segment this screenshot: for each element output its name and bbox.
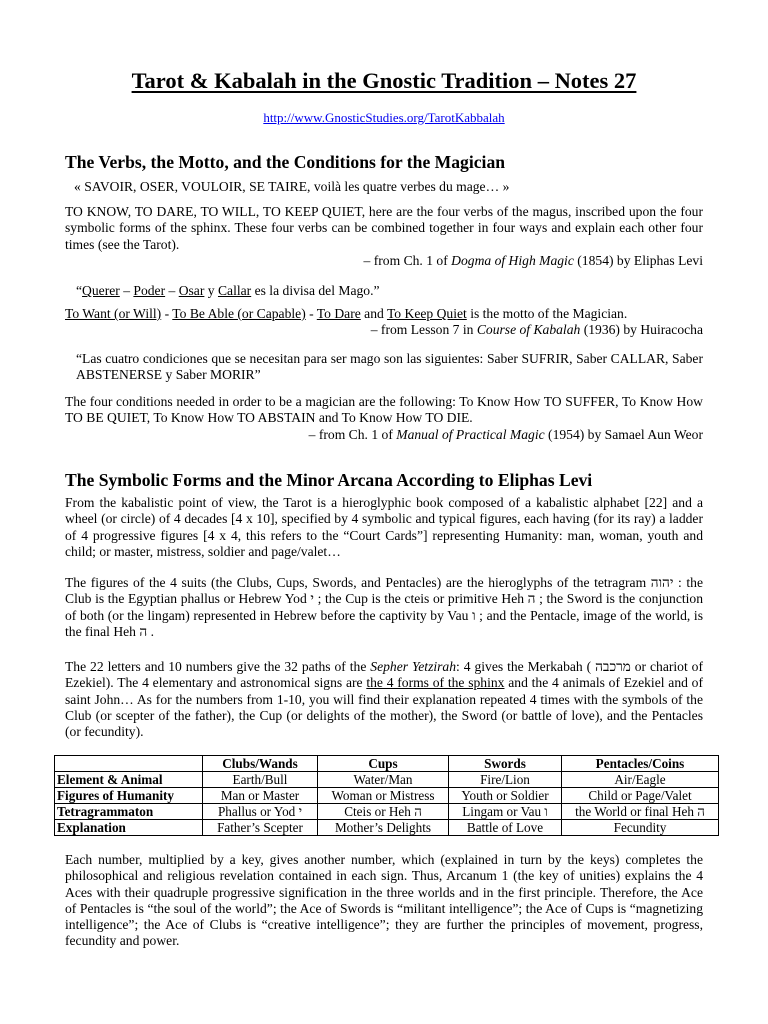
motto-word: To Want (or Will) bbox=[65, 306, 162, 321]
motto-word: To Dare bbox=[316, 306, 361, 321]
suits-text: The figures of the 4 suits (the Clubs, Cups, Swords, and Pentacles) are the hieroglyphs of the tetragram יהוה : the Club is the Egyptian phallus or Hebrew Yod י ; the Cup is the cteis or primitive Heh ה ; the Sword is the conjunction of both (or the lingam) represented in Hebrew before the captivity by Vau ו ; and the Pentacle, image of the world, is the final Heh ה . bbox=[65, 575, 704, 639]
row-header-cell: Tetragrammaton bbox=[55, 804, 203, 820]
table-row bbox=[55, 804, 719, 820]
table-cell: Youth or Soldier bbox=[449, 788, 562, 804]
motto-word: Poder bbox=[133, 283, 166, 298]
table-cell: Battle of Love bbox=[449, 820, 562, 836]
table-header-cell: Clubs/Wands bbox=[203, 756, 318, 772]
spanish-motto bbox=[76, 283, 703, 299]
suits-paragraph bbox=[65, 575, 703, 640]
paths-text bbox=[65, 659, 703, 740]
citation-book-title: Manual of Practical Magic bbox=[396, 427, 545, 442]
table-cell: Lingam or Vau ו bbox=[449, 804, 562, 820]
table-cell: Water/Man bbox=[318, 772, 449, 788]
row-header-cell: Figures of Humanity bbox=[55, 788, 203, 804]
english-motto bbox=[65, 306, 703, 322]
spanish-conditions: “Las cuatro condiciones que se necesitan para ser mago son las siguientes: Saber SUFRIR, Saber CALLAR, Saber ABSTENERSE y Saber MORIR” bbox=[76, 351, 703, 383]
book-title: Sepher Yetzirah bbox=[370, 659, 457, 674]
table-cell: Fecundity bbox=[562, 820, 719, 836]
sphinx-forms-link: the 4 forms of the sphinx bbox=[366, 675, 505, 691]
citation-suffix: (1954) by Samael Aun Weor bbox=[544, 427, 703, 442]
motto-separator: – bbox=[165, 283, 179, 298]
motto-word: To Keep Quiet bbox=[386, 306, 467, 321]
section-heading-symbolic-forms: The Symbolic Forms and the Minor Arcana According to Eliphas Levi bbox=[65, 470, 593, 490]
table-header-cell: Cups bbox=[318, 756, 449, 772]
motto-separator: - bbox=[305, 306, 317, 321]
row-header-cell: Explanation bbox=[55, 820, 203, 836]
table-cell: Child or Page/Valet bbox=[562, 788, 719, 804]
french-quote: « SAVOIR, OSER, VOULOIR, SE TAIRE, voilà les quatre verbes du mage… » bbox=[74, 179, 510, 194]
table-cell: Earth/Bull bbox=[203, 772, 318, 788]
citation-book-title: Dogma of High Magic bbox=[451, 253, 574, 268]
table-cell: Fire/Lion bbox=[449, 772, 562, 788]
section-heading-verbs: The Verbs, the Motto, and the Conditions for the Magician bbox=[65, 152, 506, 172]
citation-prefix: – from Ch. 1 of bbox=[363, 253, 452, 268]
row-header-cell: Element & Animal bbox=[55, 772, 203, 788]
conditions-paragraph bbox=[65, 394, 703, 427]
motto-separator: - bbox=[161, 306, 173, 321]
motto-word: Querer bbox=[82, 283, 120, 298]
table-cell: Man or Master bbox=[203, 788, 318, 804]
levi-verbs-text: TO KNOW, TO DARE, TO WILL, TO KEEP QUIET, here are the four verbs of the magus, inscribed upon the four symbolic forms of the sphinx. These four verbs can be combined together in four ways and explain each other four times (see the Tarot). bbox=[65, 204, 703, 252]
motto-word: Callar bbox=[217, 283, 252, 298]
citation-huiracocha bbox=[371, 322, 703, 338]
table-row bbox=[55, 820, 719, 836]
citation-book-title: Course of Kabalah bbox=[476, 322, 581, 337]
table-cell: Father’s Scepter bbox=[203, 820, 318, 836]
citation-prefix: – from Ch. 1 of bbox=[308, 427, 397, 442]
motto-tail: is the motto of the Magician. bbox=[466, 306, 628, 321]
table-cell: Woman or Mistress bbox=[318, 788, 449, 804]
text-run: and the 4 animals of Ezekiel and of saint John… As for the numbers from 1-10, you will find their explanation repeated 4 times with the symbols of the Club (or scepter of the father), the Cup (or delights of the mother), the Sword (or battle of love), and the Pentacles (or fecundity). bbox=[65, 675, 704, 740]
page-title: Tarot & Kabalah in the Gnostic Tradition – Notes 27 bbox=[131, 68, 637, 93]
table-cell: the World or final Heh ה bbox=[562, 804, 719, 820]
citation-prefix: – from Lesson 7 in bbox=[370, 322, 477, 337]
table-cell: Mother’s Delights bbox=[318, 820, 449, 836]
motto-word: Osar bbox=[178, 283, 205, 298]
citation-levi bbox=[364, 253, 703, 269]
citation-samael bbox=[309, 427, 703, 443]
table-header-cell: Pentacles/Coins bbox=[562, 756, 719, 772]
aces-text: Each number, multiplied by a key, gives another number, which (explained in turn by the keys) completes the philosophical and religious revelation contained in each sign. Thus, Arcanum 1 (the key of unities) explains the 4 Aces with their quadruple progressive signification in the three worlds and in the first principle. Therefore, the Ace of Pentacles is “the soul of the world”; the Ace of Swords is “militant intelligence”; the Ace of Cups is “magnetizing intelligence”; the Ace of Clubs is “creative intelligence”; they are further the principles of movement, progress, fecundity and power. bbox=[65, 852, 703, 949]
minor-arcana-table bbox=[54, 755, 719, 836]
paths-paragraph bbox=[65, 659, 703, 740]
conditions-text: The four conditions needed in order to be a magician are the following: To Know How TO SUFFER, To Know How TO BE QUIET, To Know How TO ABSTAIN and To Know How TO DIE. bbox=[65, 394, 703, 426]
table-row bbox=[55, 772, 719, 788]
table-cell: Phallus or Yod י bbox=[203, 804, 318, 820]
source-link[interactable]: http://www.GnosticStudies.org/TarotKabbalah bbox=[263, 110, 505, 125]
quote-mark: “ bbox=[76, 283, 83, 298]
text-run: The 22 letters and 10 numbers give the 32 paths of the bbox=[65, 659, 371, 674]
table-header-cell: Swords bbox=[449, 756, 562, 772]
kabalistic-paragraph bbox=[65, 495, 703, 560]
table-row bbox=[55, 788, 719, 804]
citation-suffix: (1854) by Eliphas Levi bbox=[573, 253, 703, 268]
motto-tail: es la divisa del Mago.” bbox=[251, 283, 380, 298]
kabalistic-text: From the kabalistic point of view, the Tarot is a hieroglyphic book composed of a kabalistic alphabet [22] and a wheel (or circle) of 4 decades [4 x 10], specified by 4 symbolic and typical figures, each having (for its ray) a ladder of 4 progressive figures [4 x 4, this refers to the “Court Cards”] representing Humanity: man, woman, youth and child; or master, mistress, soldier and page/valet… bbox=[65, 495, 703, 559]
aces-paragraph bbox=[65, 852, 703, 950]
citation-suffix: (1936) by Huiracocha bbox=[580, 322, 703, 337]
levi-verbs-paragraph bbox=[65, 204, 703, 253]
motto-separator: y bbox=[204, 283, 218, 298]
motto-separator: – bbox=[119, 283, 134, 298]
motto-word: To Be Able (or Capable) bbox=[172, 306, 306, 321]
motto-separator: and bbox=[360, 306, 387, 321]
table-cell: Air/Eagle bbox=[562, 772, 719, 788]
table-cell: Cteis or Heh ה bbox=[318, 804, 449, 820]
text-run: : 4 gives the Merkabah ( מרכבה or chariot of Ezekiel). The 4 elementary and astronomical signs are bbox=[65, 659, 703, 691]
table-header-cell bbox=[55, 756, 203, 772]
table-header-row bbox=[55, 756, 719, 772]
